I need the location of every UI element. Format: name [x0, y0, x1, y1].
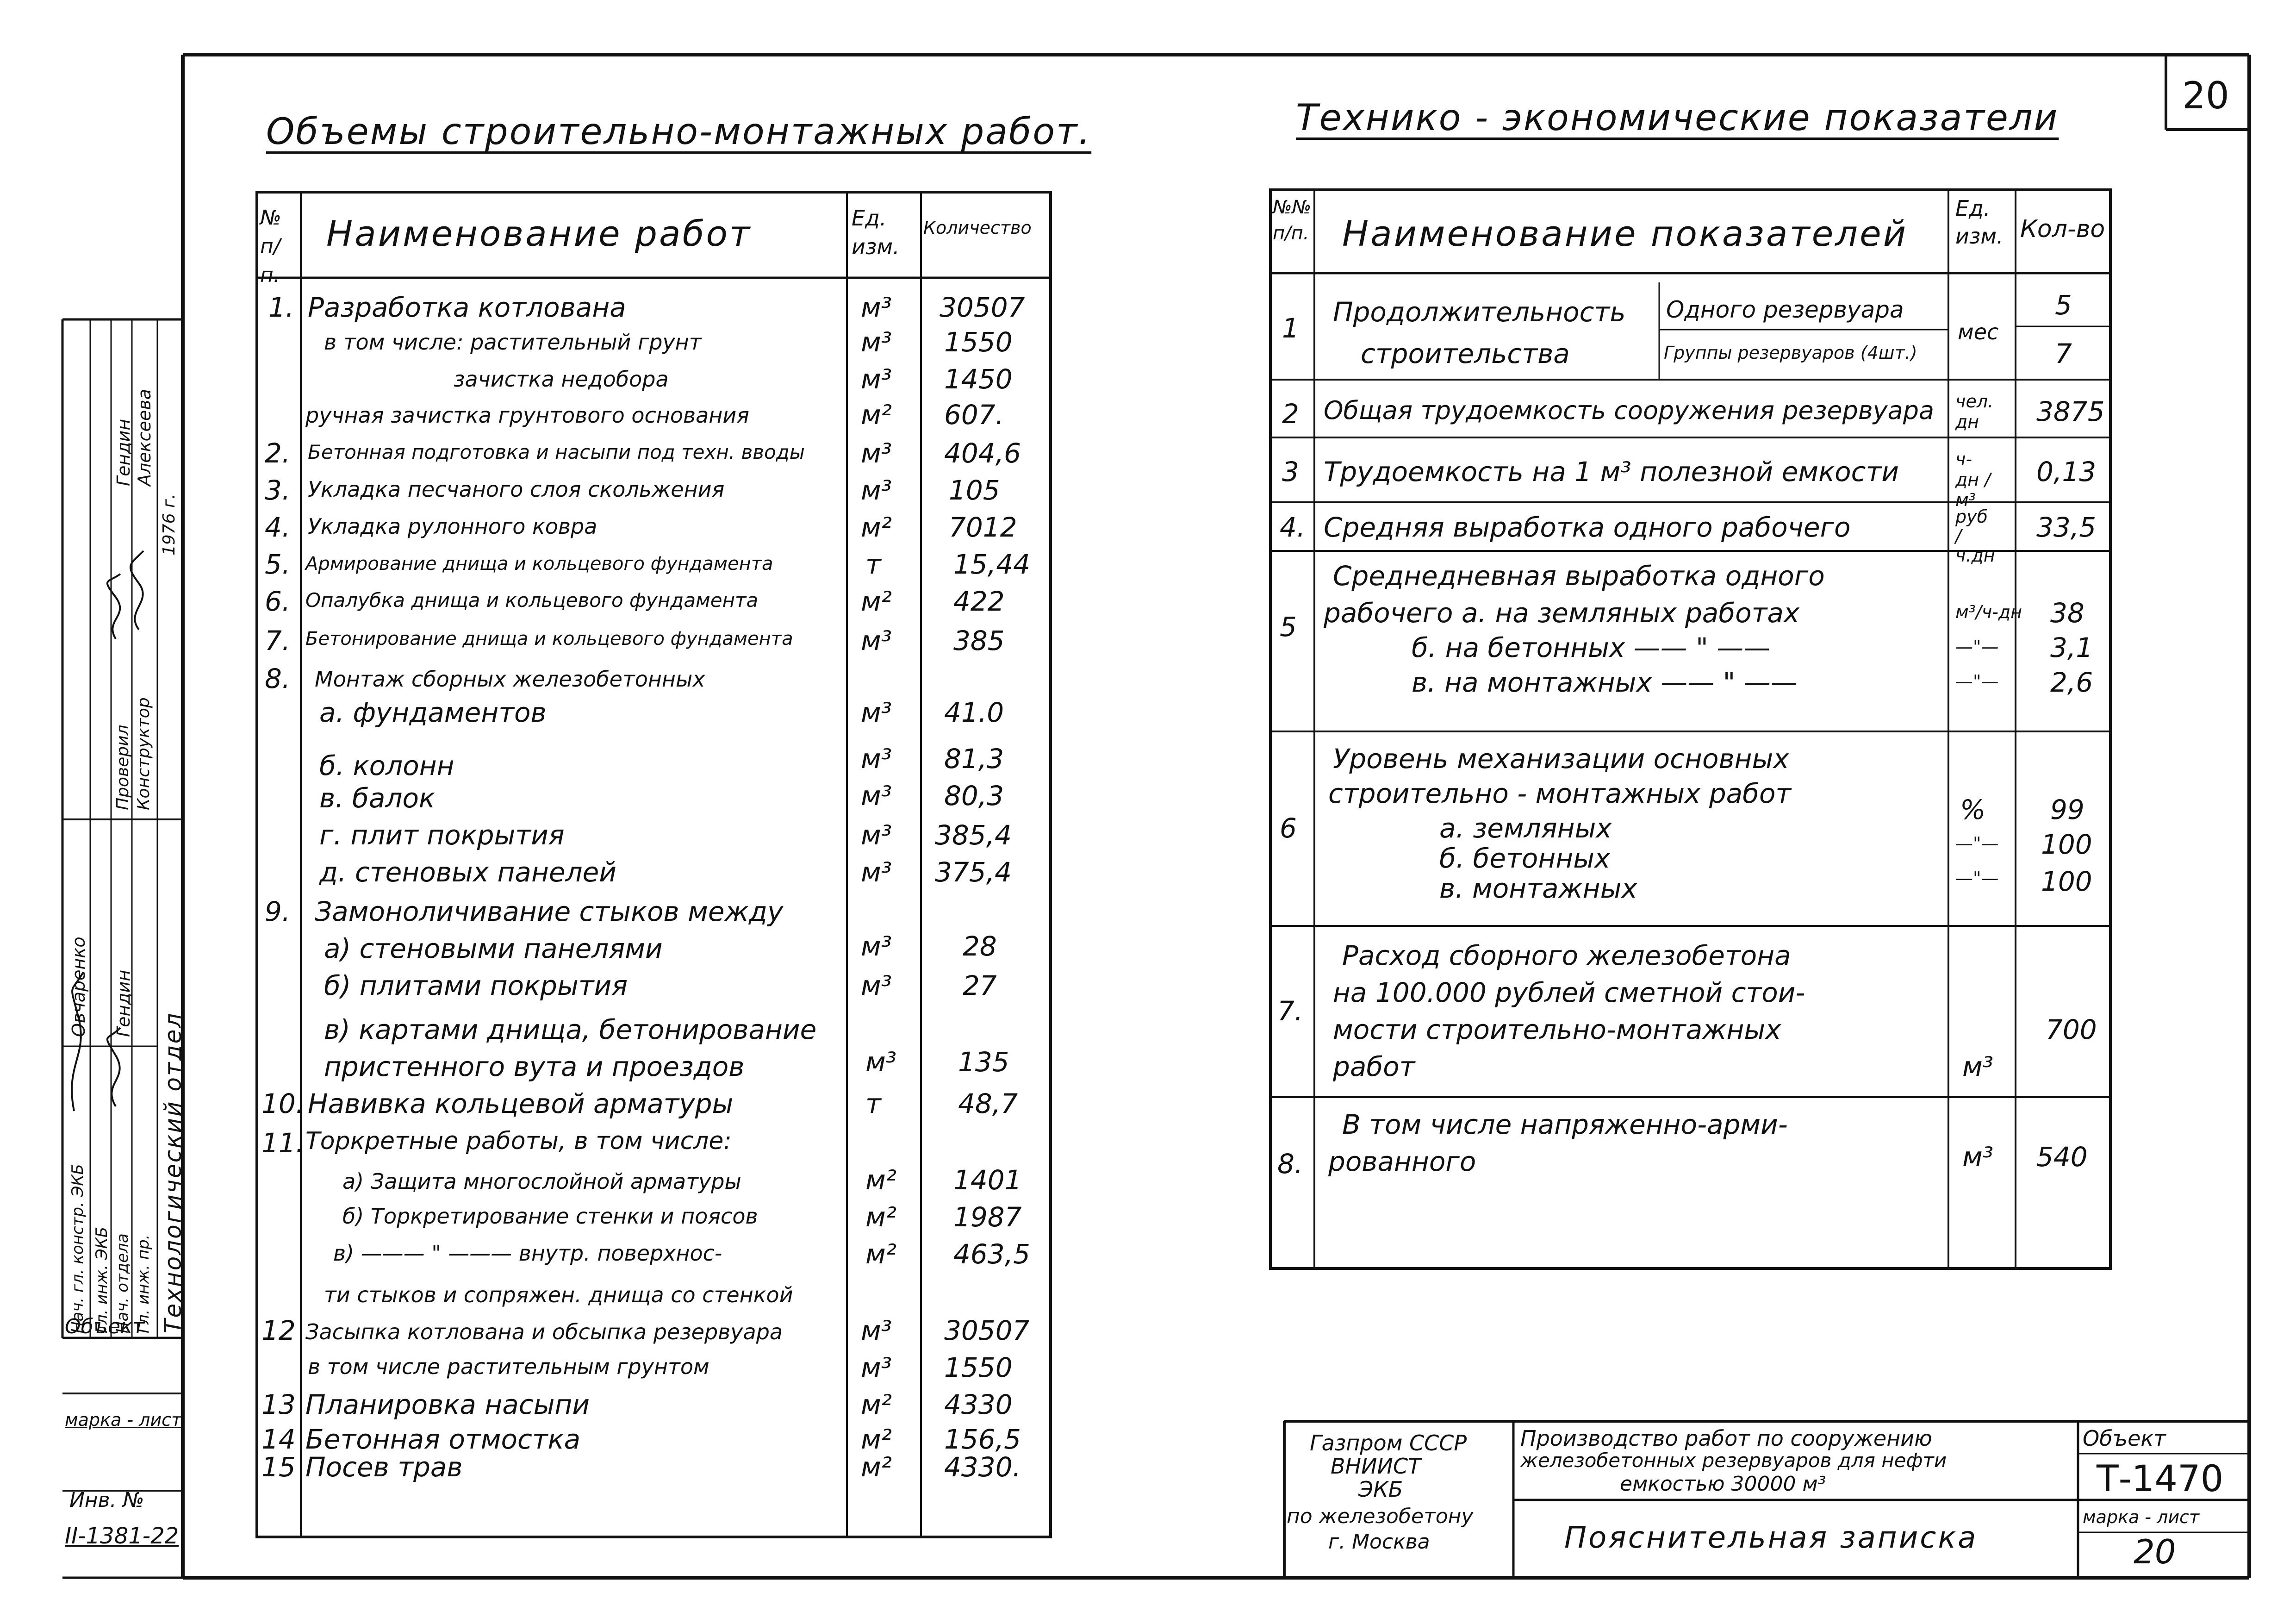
indicator-name: строительно - монтажных работ [1328, 778, 1792, 809]
work-row-name: Бетонная подготовка и насыпи под техн. вводы [308, 441, 805, 463]
work-row-unit: м³ [861, 931, 892, 962]
work-row-unit: м³ [861, 819, 892, 851]
work-row-no: 2. [265, 437, 291, 469]
work-row-unit: м² [861, 1424, 892, 1455]
stamp-object-label: Объект [2083, 1426, 2166, 1451]
indicator-name: В том числе напряженно-арми- [1342, 1109, 1788, 1140]
work-row-name: в том числе: растительный грунт [324, 330, 702, 355]
approval-year: 1976 г. [160, 493, 179, 556]
indicator-qty: 100 [2041, 866, 2092, 897]
approval-name: Овчаренко [68, 937, 89, 1037]
work-row-qty: 7012 [949, 512, 1017, 543]
side-inventory-number: II-1381-22 [65, 1523, 179, 1549]
right-header-no: №№ п/п. [1273, 197, 1312, 244]
work-row-unit: м³ [861, 743, 892, 775]
side-object-label: Объект [65, 1315, 145, 1338]
work-row-name: Разработка котлована [308, 292, 626, 323]
work-row-unit: м³ [861, 780, 892, 812]
indicator-unit: —"— [1955, 671, 1999, 692]
indicator-name: б. бетонных [1439, 843, 1611, 874]
work-row-no: 3. [265, 475, 291, 506]
work-row-unit: м³ [861, 1315, 892, 1346]
indicator-unit: руб / ч.дн [1955, 506, 1995, 566]
indicator-qty: 33,5 [2036, 512, 2097, 543]
work-row-no: 14 [261, 1424, 296, 1455]
work-row-unit: м³ [861, 292, 892, 323]
indicator-sub: Одного резервуара [1666, 296, 1904, 323]
work-row-name: Торкретные работы, в том числе: [305, 1127, 732, 1155]
work-row-unit: м³ [861, 970, 892, 1001]
approval-role: Нач. гл. констр. ЭКБ [68, 1164, 87, 1333]
left-header-qty: Количество [923, 218, 1032, 238]
work-row-qty: 1450 [944, 363, 1013, 395]
work-row-unit: м² [861, 512, 892, 543]
work-row-name: пристенного вута и проездов [324, 1051, 745, 1082]
work-row-unit: м³ [861, 437, 892, 469]
work-row-no: 6. [265, 586, 291, 617]
work-row-qty: 1987 [953, 1201, 1022, 1233]
work-row-name: Укладка рулонного ковра [308, 514, 597, 539]
approval-role: Гл. инж. ЭКБ [93, 1226, 111, 1333]
work-row-unit: т [865, 1088, 881, 1119]
approval-role: Проверил [113, 725, 132, 810]
work-row-qty: 81,3 [944, 743, 1004, 775]
indicator-qty: 3,1 [2050, 632, 2093, 663]
work-row-qty: 28 [963, 931, 997, 962]
work-row-name: в. балок [319, 782, 435, 814]
signatures [60, 509, 185, 1296]
approval-name: Гендин [113, 418, 134, 486]
work-row-qty: 105 [949, 475, 1000, 506]
work-row-unit: т [865, 549, 881, 580]
indicator-no: 2 [1282, 398, 1299, 430]
indicator-sub: Группы резервуаров (4шт.) [1664, 343, 1917, 363]
work-row-name: а) стеновыми панелями [324, 933, 663, 964]
work-row-name: а) Защита многослойной арматуры [342, 1169, 741, 1194]
stamp-org: ВНИИСТ [1331, 1454, 1421, 1479]
work-row-name: Укладка песчаного слоя скольжения [308, 477, 725, 502]
work-row-name: Бетонирование днища и кольцевого фундамента [305, 628, 793, 650]
work-row-unit: м³ [861, 1352, 892, 1383]
indicator-qty: 7 [2055, 338, 2072, 369]
indicator-name: рабочего а. на земляных работах [1324, 597, 1800, 629]
indicator-name: на 100.000 рублей сметной стои- [1333, 977, 1805, 1008]
work-row-qty: 41.0 [944, 697, 1004, 728]
work-row-name: ручная зачистка грунтового основания [305, 403, 749, 428]
department-label: Технологический отдел [160, 1012, 187, 1333]
work-row-name: Армирование днища и кольцевого фундамента [305, 553, 773, 575]
indicator-qty: 5 [2055, 289, 2072, 321]
work-row-qty: 27 [963, 970, 997, 1001]
work-row-qty: 30507 [940, 292, 1025, 323]
stamp-document: Пояснительная записка [1564, 1521, 1978, 1555]
work-row-no: 5. [265, 549, 291, 580]
work-row-unit: м² [861, 1389, 892, 1420]
indicator-qty: 38 [2050, 597, 2084, 629]
indicator-name: Продолжительность [1333, 296, 1626, 328]
indicator-qty: 3875 [2036, 396, 2105, 427]
indicator-name: б. на бетонных —— " —— [1412, 632, 1771, 663]
indicator-name: Средняя выработка одного рабочего [1324, 512, 1851, 543]
work-row-qty: 463,5 [953, 1238, 1031, 1270]
indicator-name: Расход сборного железобетона [1342, 940, 1791, 971]
indicator-qty: 700 [2046, 1014, 2097, 1045]
work-row-name: а. фундаментов [319, 697, 547, 728]
work-row-qty: 385,4 [935, 819, 1012, 851]
work-row-name: в) ——— " ——— внутр. поверхнос- [333, 1241, 722, 1266]
stamp-sheet-number: 20 [2134, 1532, 2176, 1571]
right-header-qty: Кол-во [2020, 215, 2105, 243]
indicator-name: Среднедневная выработка одного [1333, 560, 1825, 592]
indicator-name: а. земляных [1439, 812, 1612, 844]
indicator-name: мости строительно-монтажных [1333, 1014, 1781, 1045]
work-row-no: 11. [261, 1127, 305, 1159]
indicator-name: в. монтажных [1439, 873, 1637, 904]
work-row-unit: м² [861, 1451, 892, 1483]
indicator-name: Уровень механизации основных [1333, 743, 1789, 775]
indicator-no: 8. [1277, 1148, 1303, 1180]
work-row-unit: м² [865, 1201, 897, 1233]
indicator-name: рованного [1328, 1146, 1476, 1177]
indicator-unit: —"— [1955, 833, 1999, 854]
work-row-unit: м² [865, 1238, 897, 1270]
work-row-name: г. плит покрытия [319, 819, 565, 851]
indicator-qty: 100 [2041, 829, 2092, 860]
work-row-no: 1. [268, 292, 294, 323]
approval-role: Нач. отдела [113, 1233, 132, 1333]
side-inventory-label: Инв. № [69, 1488, 144, 1512]
indicator-name: строительства [1361, 338, 1570, 369]
work-row-qty: 80,3 [944, 780, 1004, 812]
work-row-name: Навивка кольцевой арматуры [308, 1088, 734, 1119]
work-row-no: 15 [261, 1451, 296, 1483]
work-row-no: 9. [265, 896, 291, 927]
work-row-name: зачистка недобора [454, 367, 669, 392]
stamp-org: ЭКБ [1358, 1477, 1403, 1502]
work-row-unit: м³ [861, 326, 892, 358]
indicator-qty: 540 [2036, 1141, 2088, 1173]
indicator-unit: % [1960, 794, 1986, 825]
work-row-no: 4. [265, 512, 291, 543]
work-row-qty: 385 [953, 625, 1005, 656]
indicator-qty: 2,6 [2050, 667, 2093, 698]
indicator-unit: чел. дн [1955, 391, 1994, 432]
work-row-unit: м³ [861, 363, 892, 395]
indicator-unit: мес [1958, 319, 1999, 344]
work-row-unit: м² [861, 399, 892, 431]
indicator-name: работ [1333, 1051, 1415, 1082]
page-number: 20 [2182, 74, 2229, 117]
indicator-unit: м³ [1962, 1141, 1994, 1173]
work-row-name: Монтаж сборных железобетонных [315, 667, 705, 692]
stamp-title: железобетонных резервуаров для нефти [1520, 1449, 1947, 1472]
work-row-name: Планировка насыпи [305, 1389, 590, 1420]
stamp-object-code: Т-1470 [2097, 1458, 2224, 1500]
work-row-qty: 48,7 [958, 1088, 1018, 1119]
work-row-qty: 4330. [944, 1451, 1021, 1483]
work-row-qty: 1550 [944, 326, 1013, 358]
indicator-unit: —"— [1955, 868, 1999, 888]
indicator-unit: ч-дн / м³ [1955, 449, 1991, 510]
work-row-name: в) картами днища, бетонирование [324, 1014, 817, 1045]
indicator-no: 3 [1282, 456, 1299, 487]
left-header-name: Наименование работ [326, 213, 752, 254]
work-row-unit: м³ [861, 856, 892, 888]
work-row-no: 12 [261, 1315, 296, 1346]
work-row-qty: 4330 [944, 1389, 1013, 1420]
indicator-unit: м³/ч-дн [1955, 602, 2022, 622]
work-row-unit: м³ [861, 697, 892, 728]
work-row-unit: м² [861, 586, 892, 617]
approval-name: Алексеева [134, 389, 155, 486]
work-row-unit: м³ [861, 475, 892, 506]
indicator-no: 4. [1280, 512, 1306, 543]
approval-role: Конструктор [134, 697, 153, 810]
work-row-name: б) плитами покрытия [324, 970, 628, 1001]
indicator-name: Трудоемкость на 1 м³ полезной емкости [1324, 456, 1899, 487]
work-row-name: Опалубка днища и кольцевого фундамента [305, 589, 759, 612]
indicator-name: Общая трудоемкость сооружения резервуара [1324, 396, 1935, 425]
work-row-qty: 15,44 [953, 549, 1031, 580]
stamp-org: г. Москва [1328, 1530, 1430, 1554]
approval-role: Гл. инж. пр. [134, 1234, 153, 1333]
work-row-unit: м² [865, 1164, 897, 1196]
work-row-qty: 607. [944, 399, 1004, 431]
work-row-qty: 156,5 [944, 1424, 1021, 1455]
stamp-org: Газпром СССР [1310, 1430, 1467, 1455]
work-row-unit: м³ [861, 625, 892, 656]
indicator-name: в. на монтажных —— " —— [1412, 667, 1798, 698]
work-row-no: 13 [261, 1389, 296, 1420]
side-mark-label: марка - лист [65, 1410, 182, 1430]
indicator-unit: м³ [1962, 1051, 1994, 1082]
work-row-qty: 30507 [944, 1315, 1030, 1346]
work-row-no: 7. [265, 625, 291, 656]
left-header-no: № п/п. [260, 206, 281, 287]
indicator-qty: 0,13 [2036, 456, 2097, 487]
work-row-unit: м³ [865, 1046, 897, 1078]
right-header-name: Наименование показателей [1342, 213, 1908, 254]
work-row-name: д. стеновых панелей [319, 856, 616, 888]
work-row-qty: 375,4 [935, 856, 1012, 888]
stamp-title: емкостью 30000 м³ [1620, 1472, 1826, 1496]
work-row-name: Замоноличивание стыков между [315, 896, 784, 927]
indicator-no: 6 [1280, 812, 1297, 844]
approval-name: Гендин [113, 969, 134, 1037]
right-header-unit: Ед. изм. [1955, 196, 2004, 249]
stamp-sheet-label: марка - лист [2083, 1507, 2200, 1527]
work-row-qty: 135 [958, 1046, 1009, 1078]
stamp-org: по железобетону [1287, 1505, 1474, 1528]
left-header-unit: Ед. изм. [852, 206, 900, 259]
stamp-title: Производство работ по сооружению [1520, 1426, 1932, 1451]
indicator-no: 5 [1280, 611, 1297, 643]
work-row-name: в том числе растительным грунтом [308, 1354, 709, 1379]
work-row-name: ти стыков и сопряжен. днища со стенкой [324, 1282, 793, 1307]
work-row-name: Бетонная отмостка [305, 1424, 581, 1455]
work-row-qty: 1401 [953, 1164, 1022, 1196]
work-row-qty: 1550 [944, 1352, 1013, 1383]
work-row-no: 8. [265, 663, 291, 694]
work-row-name: б. колонн [319, 750, 454, 781]
works-volume-title: Объемы строительно-монтажных работ. [266, 111, 1092, 153]
work-row-name: Засыпка котлована и обсыпка резервуара [305, 1319, 783, 1344]
indicator-no: 7. [1277, 995, 1303, 1027]
work-row-qty: 422 [953, 586, 1005, 617]
indicator-qty: 99 [2050, 794, 2084, 825]
work-row-no: 10. [261, 1088, 305, 1119]
indicators-title: Технико - экономические показатели [1296, 97, 2059, 139]
indicator-no: 1 [1282, 312, 1299, 344]
work-row-qty: 404,6 [944, 437, 1021, 469]
work-row-name: б) Торкретирование стенки и поясов [342, 1204, 758, 1229]
work-row-name: Посев трав [305, 1451, 463, 1483]
indicator-unit: —"— [1955, 637, 1999, 657]
